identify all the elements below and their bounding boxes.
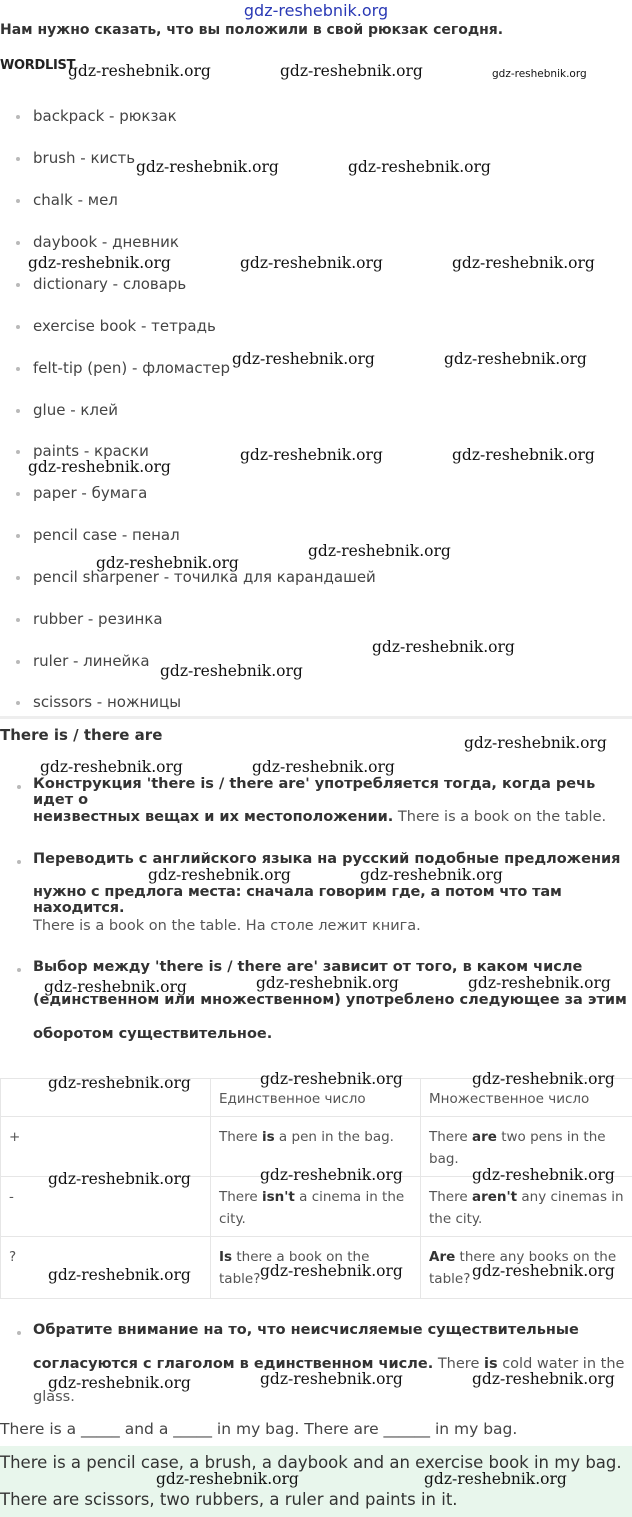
table-cell: There are two pens in the bag. xyxy=(421,1117,632,1177)
rule-2-line-1: Переводить с английского языка на русский подобные предложения xyxy=(33,851,621,867)
watermark-text: gdz-reshebnik.org xyxy=(136,158,279,176)
table-cell: There aren't any cinemas in the city. xyxy=(421,1177,632,1237)
watermark-text: gdz-reshebnik.org xyxy=(40,758,183,776)
list-item: brush - кисть xyxy=(33,149,136,167)
watermark-text: gdz-reshebnik.org xyxy=(348,158,491,176)
table-sign-cell: ? xyxy=(1,1237,211,1299)
watermark-text: gdz-reshebnik.org xyxy=(48,1170,191,1188)
watermark-text: gdz-reshebnik.org xyxy=(156,1470,299,1488)
rule-4-line-3: glass. xyxy=(33,1389,75,1405)
rule-4-line-2: согласуются с глаголом в единственном числе. There is cold water in the xyxy=(33,1356,625,1372)
list-item: paper - бумага xyxy=(33,484,148,502)
list-item: pencil sharpener - точилка для карандашей xyxy=(33,568,376,586)
table-cell: There is a pen in the bag. xyxy=(211,1117,421,1177)
watermark-text: gdz-reshebnik.org xyxy=(44,978,187,996)
watermark-text: gdz-reshebnik.org xyxy=(372,638,515,656)
watermark-text: gdz-reshebnik.org xyxy=(472,1166,615,1184)
watermark-text: gdz-reshebnik.org xyxy=(28,254,171,272)
table-cell: Are there any books on the table? xyxy=(421,1237,632,1299)
rule-3-line-1: Выбор между 'there is / there are' зависит от того, в каком числе xyxy=(33,959,583,975)
table-sign-cell: - xyxy=(1,1177,211,1237)
watermark-text: gdz-reshebnik.org xyxy=(68,62,211,80)
intro-text: Нам нужно сказать, что вы положили в свой рюкзак сегодня. xyxy=(0,22,504,38)
rule-3-line-2: (единственном или множественном) употреблено следующее за этим xyxy=(33,992,627,1008)
list-item: felt-tip (pen) - фломастер xyxy=(33,359,231,377)
wordlist-heading: WORDLIST xyxy=(0,58,76,73)
watermark-text: gdz-reshebnik.org xyxy=(240,446,383,464)
list-item: backpack - рюкзак xyxy=(33,107,177,125)
watermark-text: gdz-reshebnik.org xyxy=(260,1262,403,1280)
watermark-text: gdz-reshebnik.org xyxy=(48,1266,191,1284)
rule-1-line-1: Конструкция 'there is / there are' употребляется тогда, когда речь идет о xyxy=(33,776,596,808)
bullet xyxy=(17,860,21,864)
rule-4-line-1: Обратите внимание на то, что неисчисляемые существительные xyxy=(33,1322,579,1338)
table-cell: There isn't a cinema in the city. xyxy=(211,1177,421,1237)
top-watermark: gdz-reshebnik.org xyxy=(243,1,389,20)
watermark-text: gdz-reshebnik.org xyxy=(148,866,291,884)
watermark-text: gdz-reshebnik.org xyxy=(48,1074,191,1092)
table-header-cell: Множественное число xyxy=(421,1079,632,1117)
watermark-text: gdz-reshebnik.org xyxy=(472,1370,615,1388)
watermark-text: gdz-reshebnik.org xyxy=(308,542,451,560)
bullet xyxy=(17,785,21,789)
watermark-text: gdz-reshebnik.org xyxy=(452,254,595,272)
rule-2-example: There is a book on the table. На столе лежит книга. xyxy=(33,918,421,934)
watermark-text: gdz-reshebnik.org xyxy=(260,1166,403,1184)
watermark-text: gdz-reshebnik.org xyxy=(424,1470,567,1488)
list-item: daybook - дневник xyxy=(33,233,179,251)
table-cell: Is there a book on the table? xyxy=(211,1237,421,1299)
watermark-text: gdz-reshebnik.org xyxy=(232,350,375,368)
watermark-text: gdz-reshebnik.org xyxy=(472,1070,615,1088)
list-item: scissors - ножницы xyxy=(33,693,182,711)
list-item: chalk - мел xyxy=(33,191,118,209)
list-item: pencil case - пенал xyxy=(33,526,180,544)
watermark-text: gdz-reshebnik.org xyxy=(260,1370,403,1388)
watermark-text: gdz-reshebnik.org xyxy=(256,974,399,992)
answer-line-2: There are scissors, two rubbers, a ruler and paints in it. xyxy=(0,1490,458,1509)
watermark-text: gdz-reshebnik.org xyxy=(48,1374,191,1392)
list-item: ruler - линейка xyxy=(33,652,150,670)
list-item: glue - клей xyxy=(33,401,118,419)
watermark-text: gdz-reshebnik.org xyxy=(468,974,611,992)
watermark-text: gdz-reshebnik.org xyxy=(280,62,423,80)
watermark-text: gdz-reshebnik.org xyxy=(492,68,587,80)
watermark-text: gdz-reshebnik.org xyxy=(96,554,239,572)
bullet xyxy=(17,1331,21,1335)
watermark-text: gdz-reshebnik.org xyxy=(464,734,607,752)
list-item: rubber - резинка xyxy=(33,610,163,628)
watermark-text: gdz-reshebnik.org xyxy=(444,350,587,368)
watermark-text: gdz-reshebnik.org xyxy=(452,446,595,464)
watermark-text: gdz-reshebnik.org xyxy=(28,458,171,476)
task-sentence: There is a _____ and a _____ in my bag. There are ______ in my bag. xyxy=(0,1420,518,1438)
watermark-text: gdz-reshebnik.org xyxy=(360,866,503,884)
watermark-text: gdz-reshebnik.org xyxy=(472,1262,615,1280)
answer-line-1: There is a pencil case, a brush, a daybook and an exercise book in my bag. xyxy=(0,1453,622,1472)
rule-2-line-2: нужно с предлога места: сначала говорим где, а потом что там находится. xyxy=(33,884,562,916)
watermark-text: gdz-reshebnik.org xyxy=(160,662,303,680)
rule-3-line-3: оборотом существительное. xyxy=(33,1026,273,1042)
list-item: dictionary - словарь xyxy=(33,275,187,293)
grammar-heading: There is / there are xyxy=(0,726,163,744)
watermark-text: gdz-reshebnik.org xyxy=(260,1070,403,1088)
section-divider xyxy=(0,716,632,719)
table-sign-cell: + xyxy=(1,1117,211,1177)
watermark-text: gdz-reshebnik.org xyxy=(252,758,395,776)
list-item: paints - краски xyxy=(33,442,149,460)
list-item: exercise book - тетрадь xyxy=(33,317,216,335)
rule-1-line-2: неизвестных вещах и их местоположении. There is a book on the table. xyxy=(33,809,607,825)
bullet xyxy=(17,968,21,972)
table-header-cell: Единственное число xyxy=(211,1079,421,1117)
watermark-text: gdz-reshebnik.org xyxy=(240,254,383,272)
